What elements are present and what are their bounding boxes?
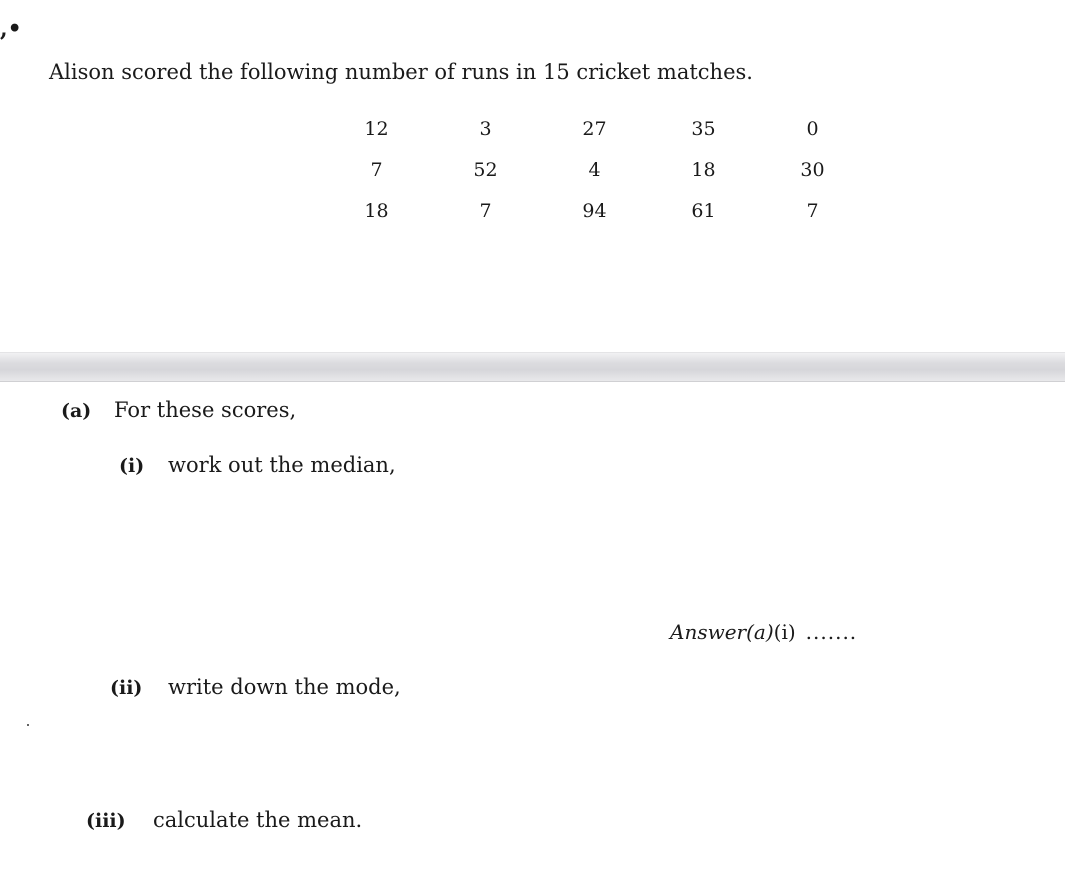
scores-row bbox=[322, 190, 867, 231]
scores-row bbox=[322, 149, 867, 190]
score-cell: 35 bbox=[691, 117, 716, 140]
part-a-ii-text: write down the mode, bbox=[168, 675, 401, 699]
stray-mark bbox=[27, 724, 29, 726]
part-a-text: For these scores, bbox=[114, 398, 297, 422]
part-a-label: (a) bbox=[61, 400, 92, 422]
score-cell: 27 bbox=[582, 117, 607, 140]
score-cell: 7 bbox=[370, 158, 383, 181]
score-cell: 61 bbox=[691, 199, 716, 222]
score-cell: 18 bbox=[364, 199, 389, 222]
score-cell: 18 bbox=[691, 158, 716, 181]
part-a-iii-label: (iii) bbox=[86, 810, 126, 832]
score-cell: 7 bbox=[479, 199, 492, 222]
question-intro: Alison scored the following number of runs in 15 cricket matches. bbox=[49, 60, 753, 84]
score-cell: 7 bbox=[806, 199, 819, 222]
part-a-ii-label: (ii) bbox=[110, 677, 143, 699]
score-cell: 4 bbox=[588, 158, 601, 181]
scores-row bbox=[322, 108, 867, 149]
score-cell: 12 bbox=[364, 117, 389, 140]
answer-a-i-line bbox=[670, 620, 857, 644]
part-a-iii-text: calculate the mean. bbox=[153, 808, 363, 832]
answer-prefix: Answer(a) bbox=[670, 620, 774, 644]
part-a-i-label: (i) bbox=[119, 455, 145, 477]
scores-table bbox=[322, 108, 867, 231]
answer-a-i-field[interactable]: ....... bbox=[805, 620, 858, 644]
score-cell: 94 bbox=[582, 199, 607, 222]
score-cell: 0 bbox=[806, 117, 819, 140]
page-corner-mark: ,• bbox=[0, 16, 22, 42]
score-cell: 30 bbox=[800, 158, 825, 181]
answer-suffix: (i) bbox=[773, 620, 796, 644]
page-break-divider bbox=[0, 352, 1065, 382]
part-a-i-text: work out the median, bbox=[168, 453, 396, 477]
score-cell: 52 bbox=[473, 158, 498, 181]
score-cell: 3 bbox=[479, 117, 492, 140]
